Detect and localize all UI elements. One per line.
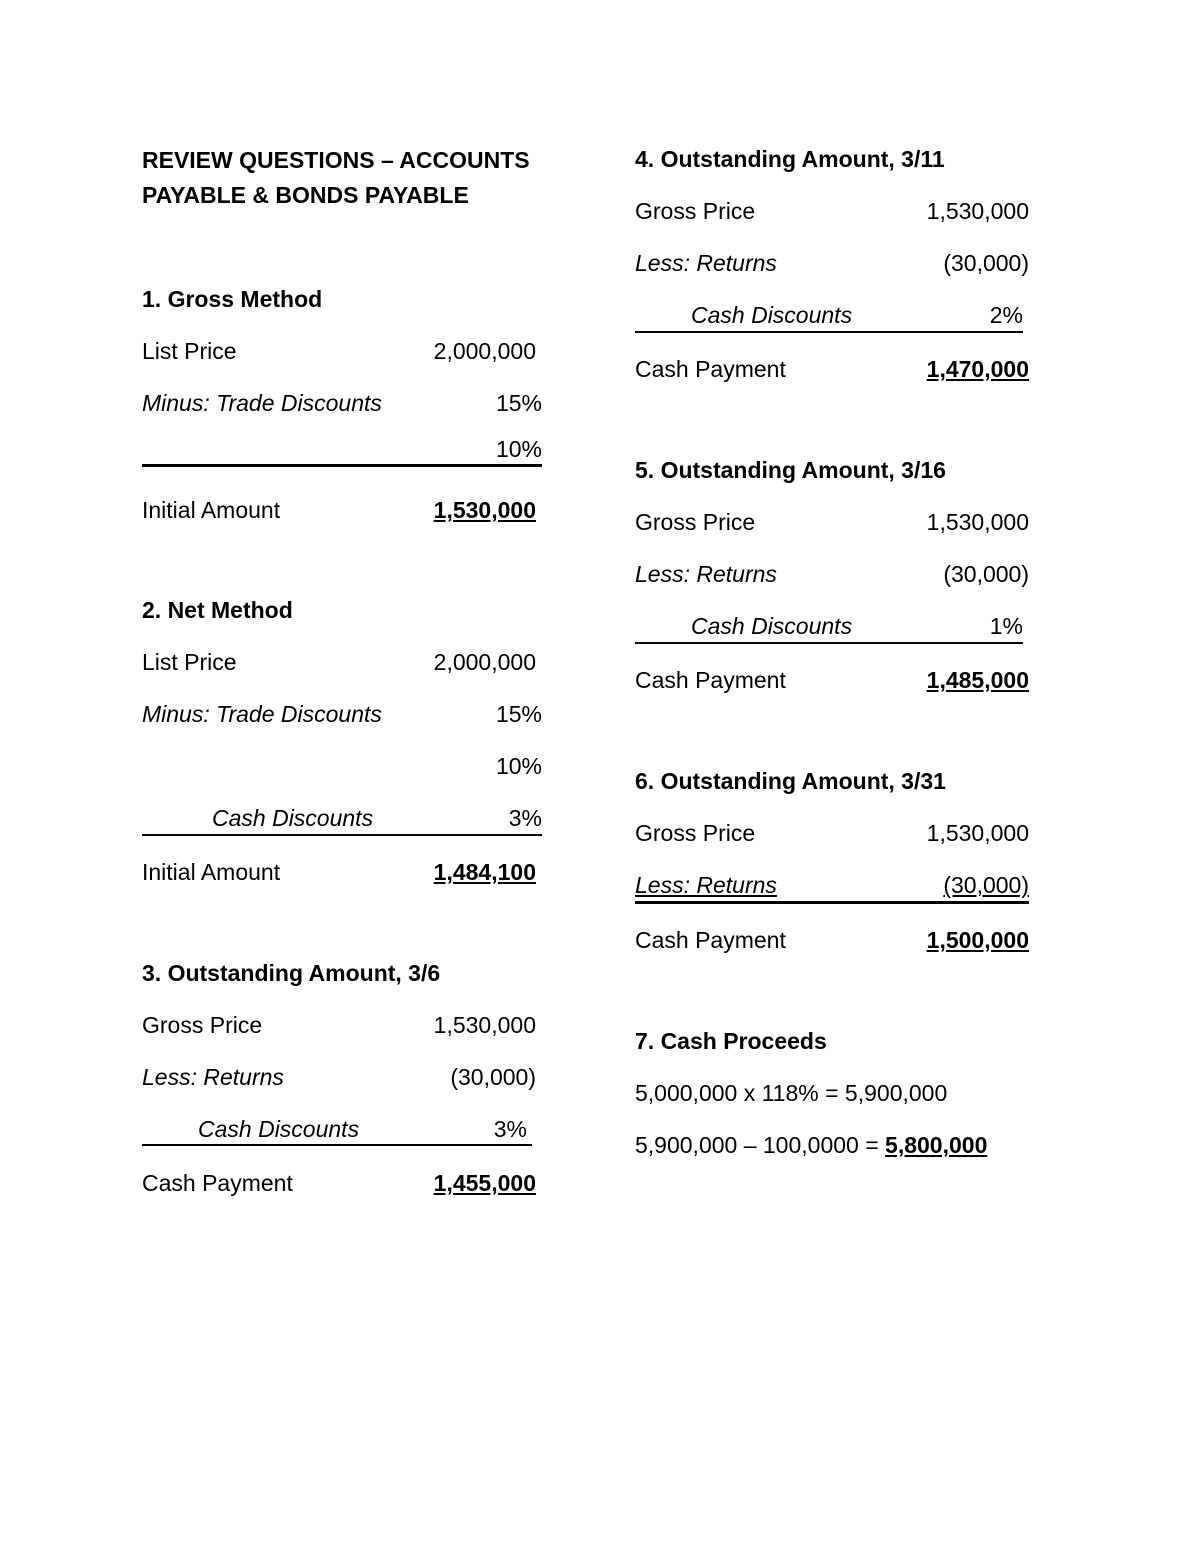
initial-amount-row bbox=[142, 495, 542, 547]
cash-payment-row bbox=[635, 925, 1029, 977]
section-heading: 4. Outstanding Amount, 3/11 bbox=[635, 146, 945, 172]
row-value: 3% bbox=[508, 805, 542, 831]
row-label: Cash Discounts bbox=[691, 613, 853, 639]
list-price-row bbox=[142, 336, 542, 388]
row-value: (30,000) bbox=[943, 872, 1029, 898]
row-label: Gross Price bbox=[635, 820, 756, 846]
row-label: Cash Payment bbox=[635, 667, 786, 693]
row-value: 1% bbox=[989, 613, 1023, 639]
row-label: Gross Price bbox=[142, 1012, 263, 1038]
section-heading: 1. Gross Method bbox=[142, 286, 323, 312]
initial-amount-row bbox=[142, 857, 542, 909]
row-label: Cash Discounts bbox=[691, 302, 853, 328]
row-label: Gross Price bbox=[635, 198, 756, 224]
list-price-row bbox=[142, 647, 542, 699]
row-value: 10% bbox=[495, 436, 542, 462]
calc-prefix: 5,900,000 – 100,0000 = bbox=[635, 1132, 886, 1158]
row-label: Cash Payment bbox=[635, 927, 786, 953]
row-value: 2,000,000 bbox=[433, 649, 536, 675]
row-value: 1,530,000 bbox=[926, 820, 1029, 846]
row-value: 1,530,000 bbox=[926, 198, 1029, 224]
gross-price-row bbox=[142, 1010, 536, 1062]
section-outstanding-3-31 bbox=[635, 766, 1029, 977]
row-label: Less: Returns bbox=[635, 872, 777, 898]
row-label: Cash Payment bbox=[635, 356, 786, 382]
row-label: Less: Returns bbox=[142, 1064, 284, 1090]
cash-payment-row bbox=[635, 354, 1029, 406]
section-heading: 3. Outstanding Amount, 3/6 bbox=[142, 960, 441, 986]
row-value: (30,000) bbox=[943, 561, 1029, 587]
row-total: 1,485,000 bbox=[926, 667, 1029, 693]
row-label: Minus: Trade Discounts bbox=[142, 390, 382, 416]
returns-row bbox=[635, 559, 1029, 611]
row-value: 2% bbox=[989, 302, 1023, 328]
row-value: 2,000,000 bbox=[433, 338, 536, 364]
gross-price-row bbox=[635, 196, 1029, 248]
row-total: 1,470,000 bbox=[926, 356, 1029, 382]
title-line-2: PAYABLE & BONDS PAYABLE bbox=[142, 182, 469, 208]
row-label: List Price bbox=[142, 338, 237, 364]
section-cash-proceeds bbox=[635, 1026, 1055, 1182]
row-value: 15% bbox=[495, 701, 542, 727]
row-value: 10% bbox=[495, 753, 542, 779]
cash-discount-row bbox=[635, 611, 1023, 644]
calc-line-2 bbox=[635, 1130, 1055, 1182]
row-label: Initial Amount bbox=[142, 859, 281, 885]
row-label: Cash Discounts bbox=[212, 805, 374, 831]
section-heading: 2. Net Method bbox=[142, 597, 293, 623]
gross-price-row bbox=[635, 818, 1029, 870]
cash-payment-row bbox=[635, 665, 1029, 717]
section-net-method bbox=[142, 595, 542, 909]
row-label: Initial Amount bbox=[142, 497, 281, 523]
gross-price-row bbox=[635, 507, 1029, 559]
row-label: Less: Returns bbox=[635, 561, 777, 587]
cash-discount-row bbox=[142, 803, 542, 836]
section-heading: 7. Cash Proceeds bbox=[635, 1028, 827, 1054]
row-label: Less: Returns bbox=[635, 250, 777, 276]
row-value: 1,530,000 bbox=[433, 1012, 536, 1038]
row-value: 1,530,000 bbox=[926, 509, 1029, 535]
row-total: 1,500,000 bbox=[926, 927, 1029, 953]
section-heading: 5. Outstanding Amount, 3/16 bbox=[635, 457, 946, 483]
section-heading: 6. Outstanding Amount, 3/31 bbox=[635, 768, 946, 794]
returns-row bbox=[142, 1062, 536, 1114]
row-total: 1,530,000 bbox=[433, 497, 536, 523]
trade-discount-row bbox=[142, 388, 542, 440]
cash-discount-row bbox=[635, 300, 1023, 333]
row-label: Gross Price bbox=[635, 509, 756, 535]
section-outstanding-3-11 bbox=[635, 144, 1029, 406]
title-line-1: REVIEW QUESTIONS – ACCOUNTS bbox=[142, 147, 530, 173]
row-total: 1,455,000 bbox=[433, 1170, 536, 1196]
section-outstanding-3-6 bbox=[142, 958, 536, 1220]
row-label: List Price bbox=[142, 649, 237, 675]
calc-line-1: 5,000,000 x 118% = 5,900,000 bbox=[635, 1080, 948, 1106]
trade-discount-row bbox=[142, 699, 542, 751]
calc-result: 5,800,000 bbox=[885, 1132, 988, 1158]
row-label: Cash Payment bbox=[142, 1170, 293, 1196]
cash-payment-row bbox=[142, 1168, 536, 1220]
row-value: (30,000) bbox=[450, 1064, 536, 1090]
returns-row bbox=[635, 248, 1029, 300]
row-total: 1,484,100 bbox=[433, 859, 536, 885]
section-gross-method bbox=[142, 284, 542, 547]
row-label: Minus: Trade Discounts bbox=[142, 701, 382, 727]
page-title bbox=[142, 143, 562, 213]
row-value: 3% bbox=[493, 1116, 527, 1142]
cash-discount-row bbox=[142, 1114, 532, 1146]
row-value: (30,000) bbox=[943, 250, 1029, 276]
row-label: Cash Discounts bbox=[198, 1116, 360, 1142]
row-value: 15% bbox=[495, 390, 542, 416]
trade-discount-row-2 bbox=[142, 436, 542, 467]
trade-discount-row-2 bbox=[142, 751, 542, 803]
section-outstanding-3-16 bbox=[635, 455, 1029, 717]
returns-row bbox=[635, 870, 1029, 904]
